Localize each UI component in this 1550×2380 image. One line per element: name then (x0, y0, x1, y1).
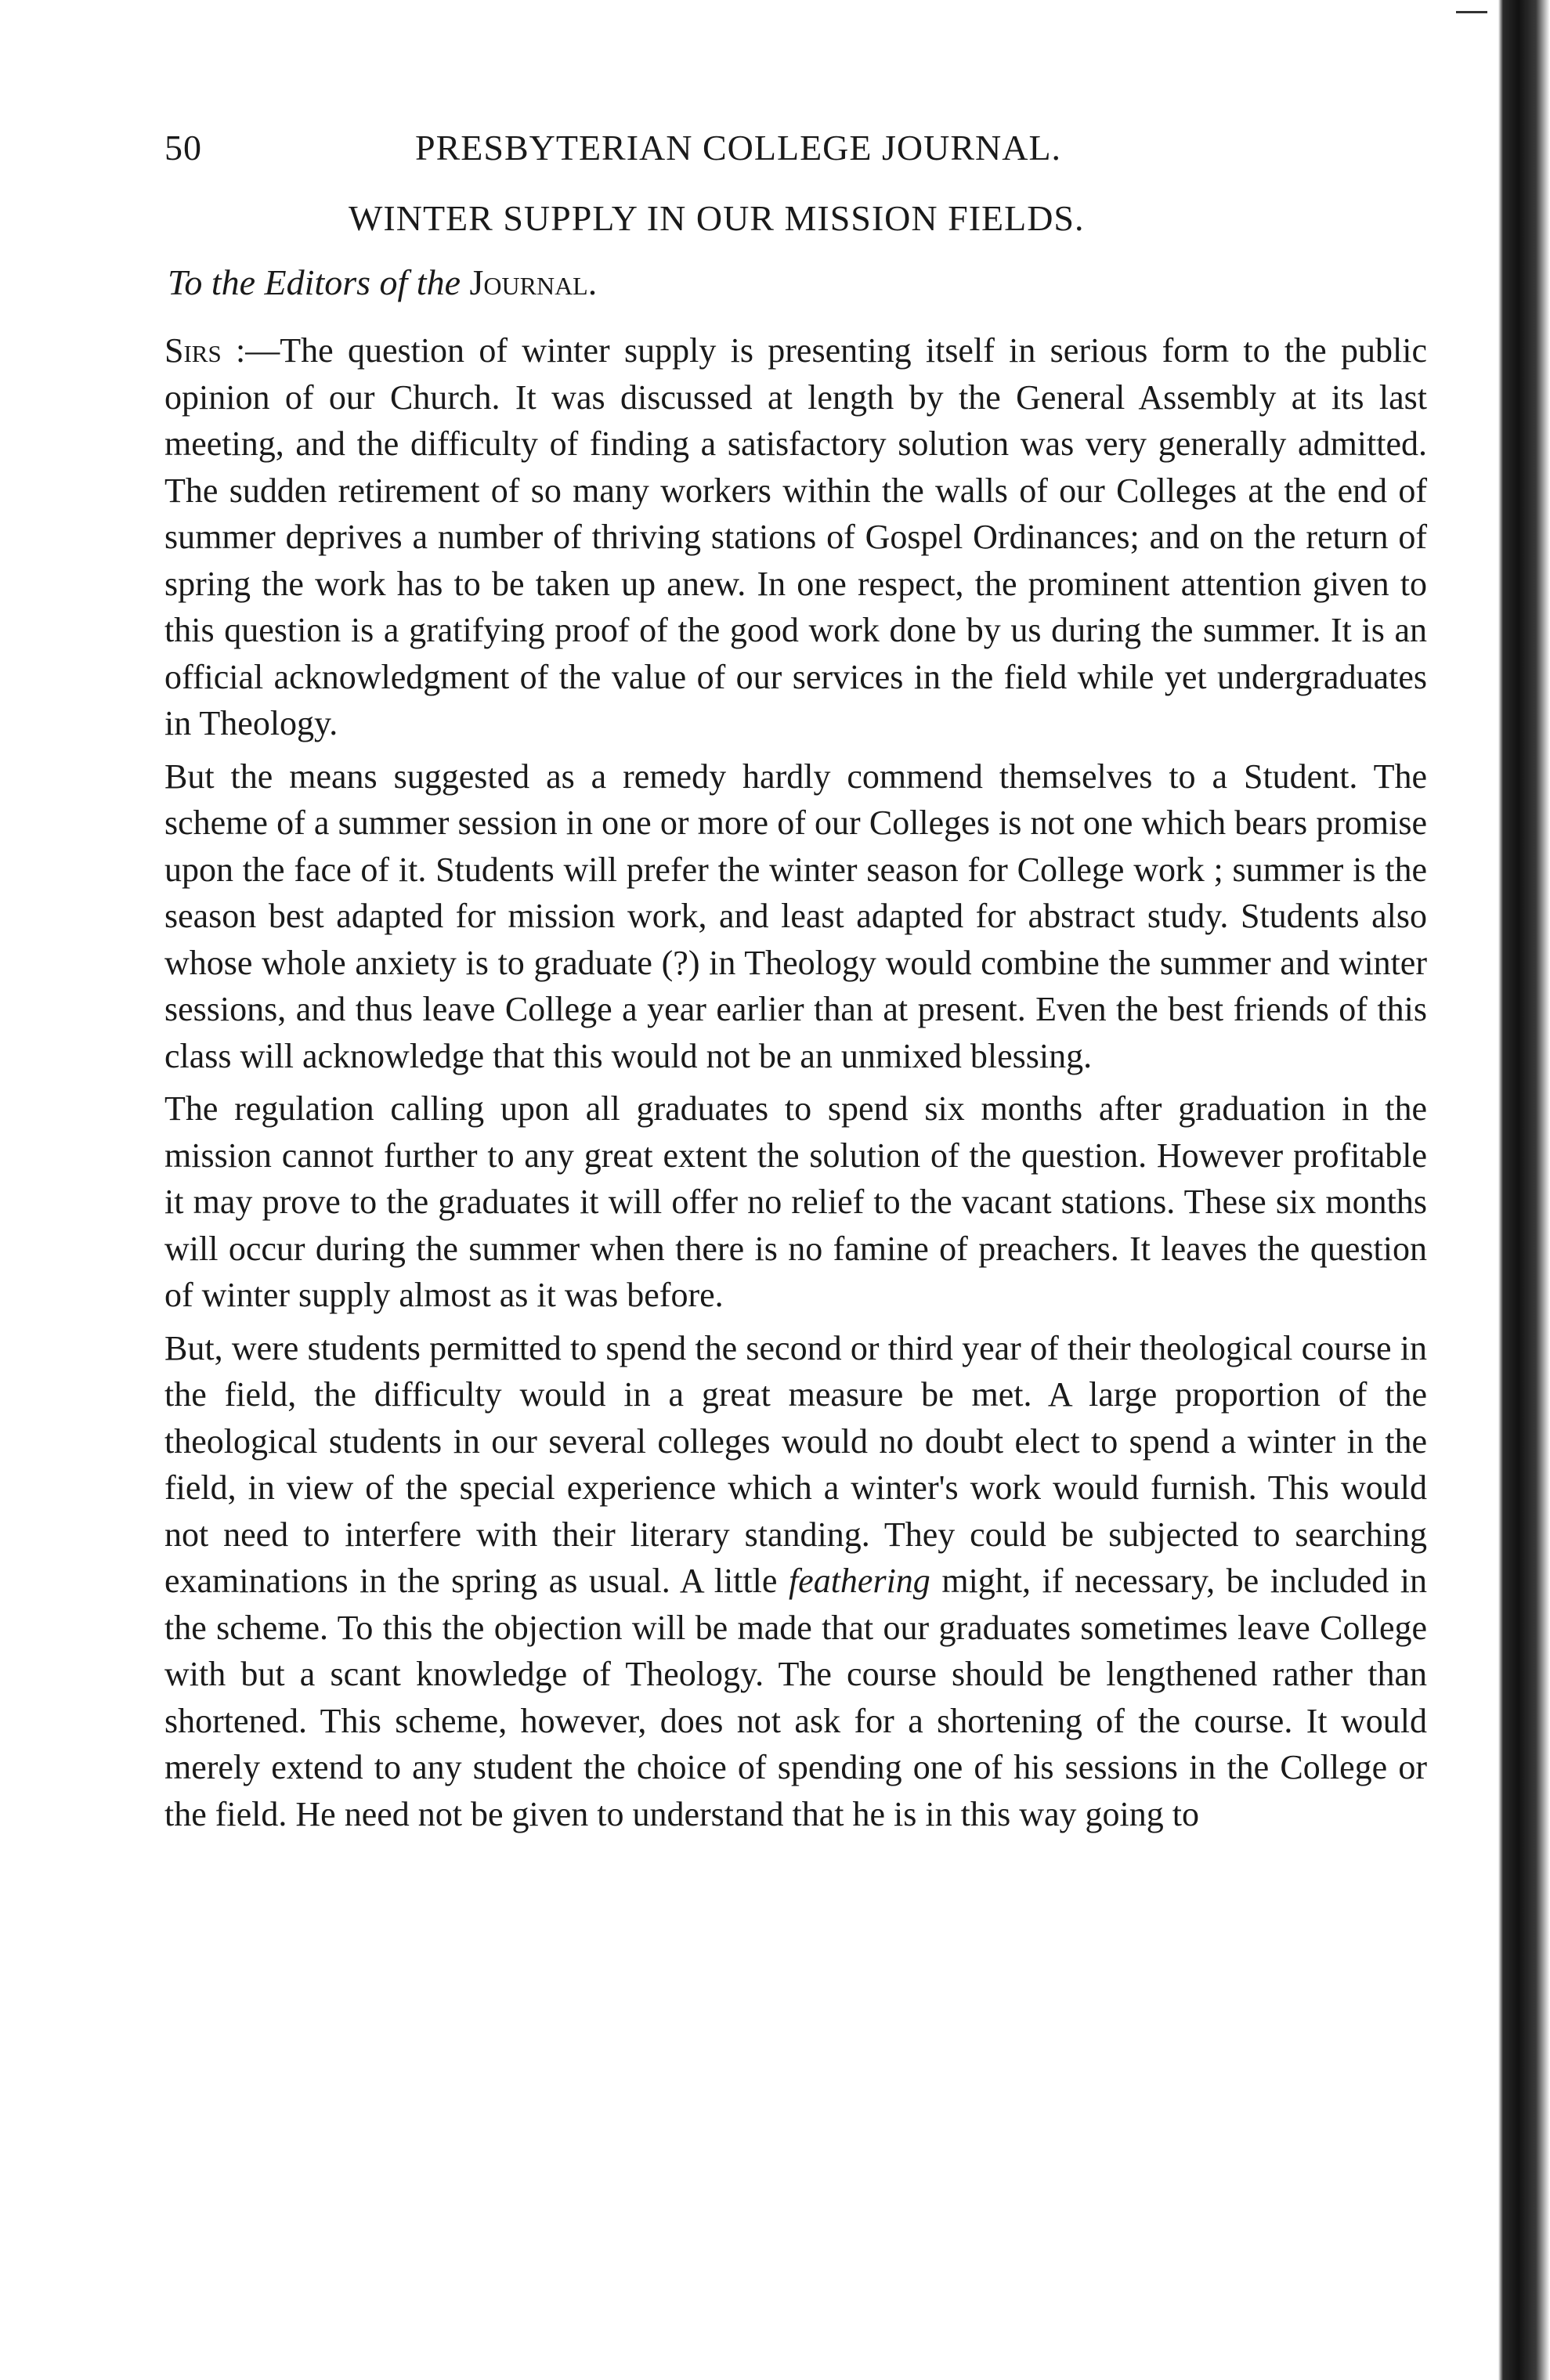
paragraph-1-lead: Sirs (164, 331, 222, 370)
paragraph-4 (164, 1325, 1427, 1838)
salutation-journal: Journal. (469, 262, 598, 302)
paragraph-4-after: might, if necessary, be included in the scheme. To this the objection will be made that our graduates sometimes leave College with but a scant knowledge of Theology. The course should be lengthened rather than shortened. This scheme, however, does not ask for a shortening of the course. It would merely extend to any student the choice of spending one of his sessions in the College or the field. He need not be given to understand that he is in this way going to (164, 1562, 1427, 1833)
paragraph-3: The regulation calling upon all graduates to spend six months after graduation in the mission cannot further to any great extent the solution of the question. However profitable it may prove to the graduates it will offer no relief to the vacant stations. These six months will occur during the summer when there is no famine of preachers. It leaves the question of winter supply almost as it was before. (164, 1089, 1427, 1314)
paragraph-2: But the means suggested as a remedy hardly commend themselves to a Student. The scheme of a summer session in one or more of our Colleges is not one which bears promise upon the face of it. Students will prefer the winter season for College work ; summer is the season best adapted for mission work, and least adapted for abstract study. Students also whose whole anxiety is to graduate (?) in Theology would combine the summer and winter sessions, and thus leave College a year earlier than at present. Even the best friends of this class will acknowledge that this would not be an unmixed blessing. (164, 757, 1427, 1075)
paragraph-4-before: But, were students permitted to spend the second or third year of their theological course in the field, the difficulty would in a great measure be met. A large proportion of the theological students in our several colleges would no doubt elect to spend a winter in the field, in view of the special experience which a winter's work would furnish. This would not need to interfere with their literary standing. They could be subjected to searching examinations in the spring as usual. A little (164, 1328, 1427, 1600)
journal-title: PRESBYTERIAN COLLEGE JOURNAL. (415, 128, 1062, 168)
salutation-to: To the Editors of the (168, 262, 461, 302)
running-head (164, 127, 1425, 174)
paragraph-1 (164, 327, 1427, 747)
page-number: 50 (164, 128, 202, 168)
binding-edge (1487, 0, 1550, 2380)
article-body (164, 327, 1427, 1844)
article-title: WINTER SUPPLY IN OUR MISSION FIELDS. (349, 198, 1085, 238)
paragraph-4-emphasis: feathering (788, 1562, 930, 1600)
paragraph-1-text: :—The question of winter supply is presenting itself in serious form to the public opinion of our Church. It was discussed at length by the General Assembly at its last meeting, and the difficulty of finding a satisfactory solution was very generally admitted. The sudden retirement of so many workers within the walls of our Colleges at the end of summer deprives a number of thriving stations of Gospel Ordinances; and on the return of spring the work has to be taken up anew. In one respect, the prominent attention given to this question is a gratifying proof of the good work done by us during the summer. It is an official acknowledgment of the value of our services in the field while yet undergraduates in Theology. (164, 331, 1427, 742)
salutation (168, 262, 597, 303)
